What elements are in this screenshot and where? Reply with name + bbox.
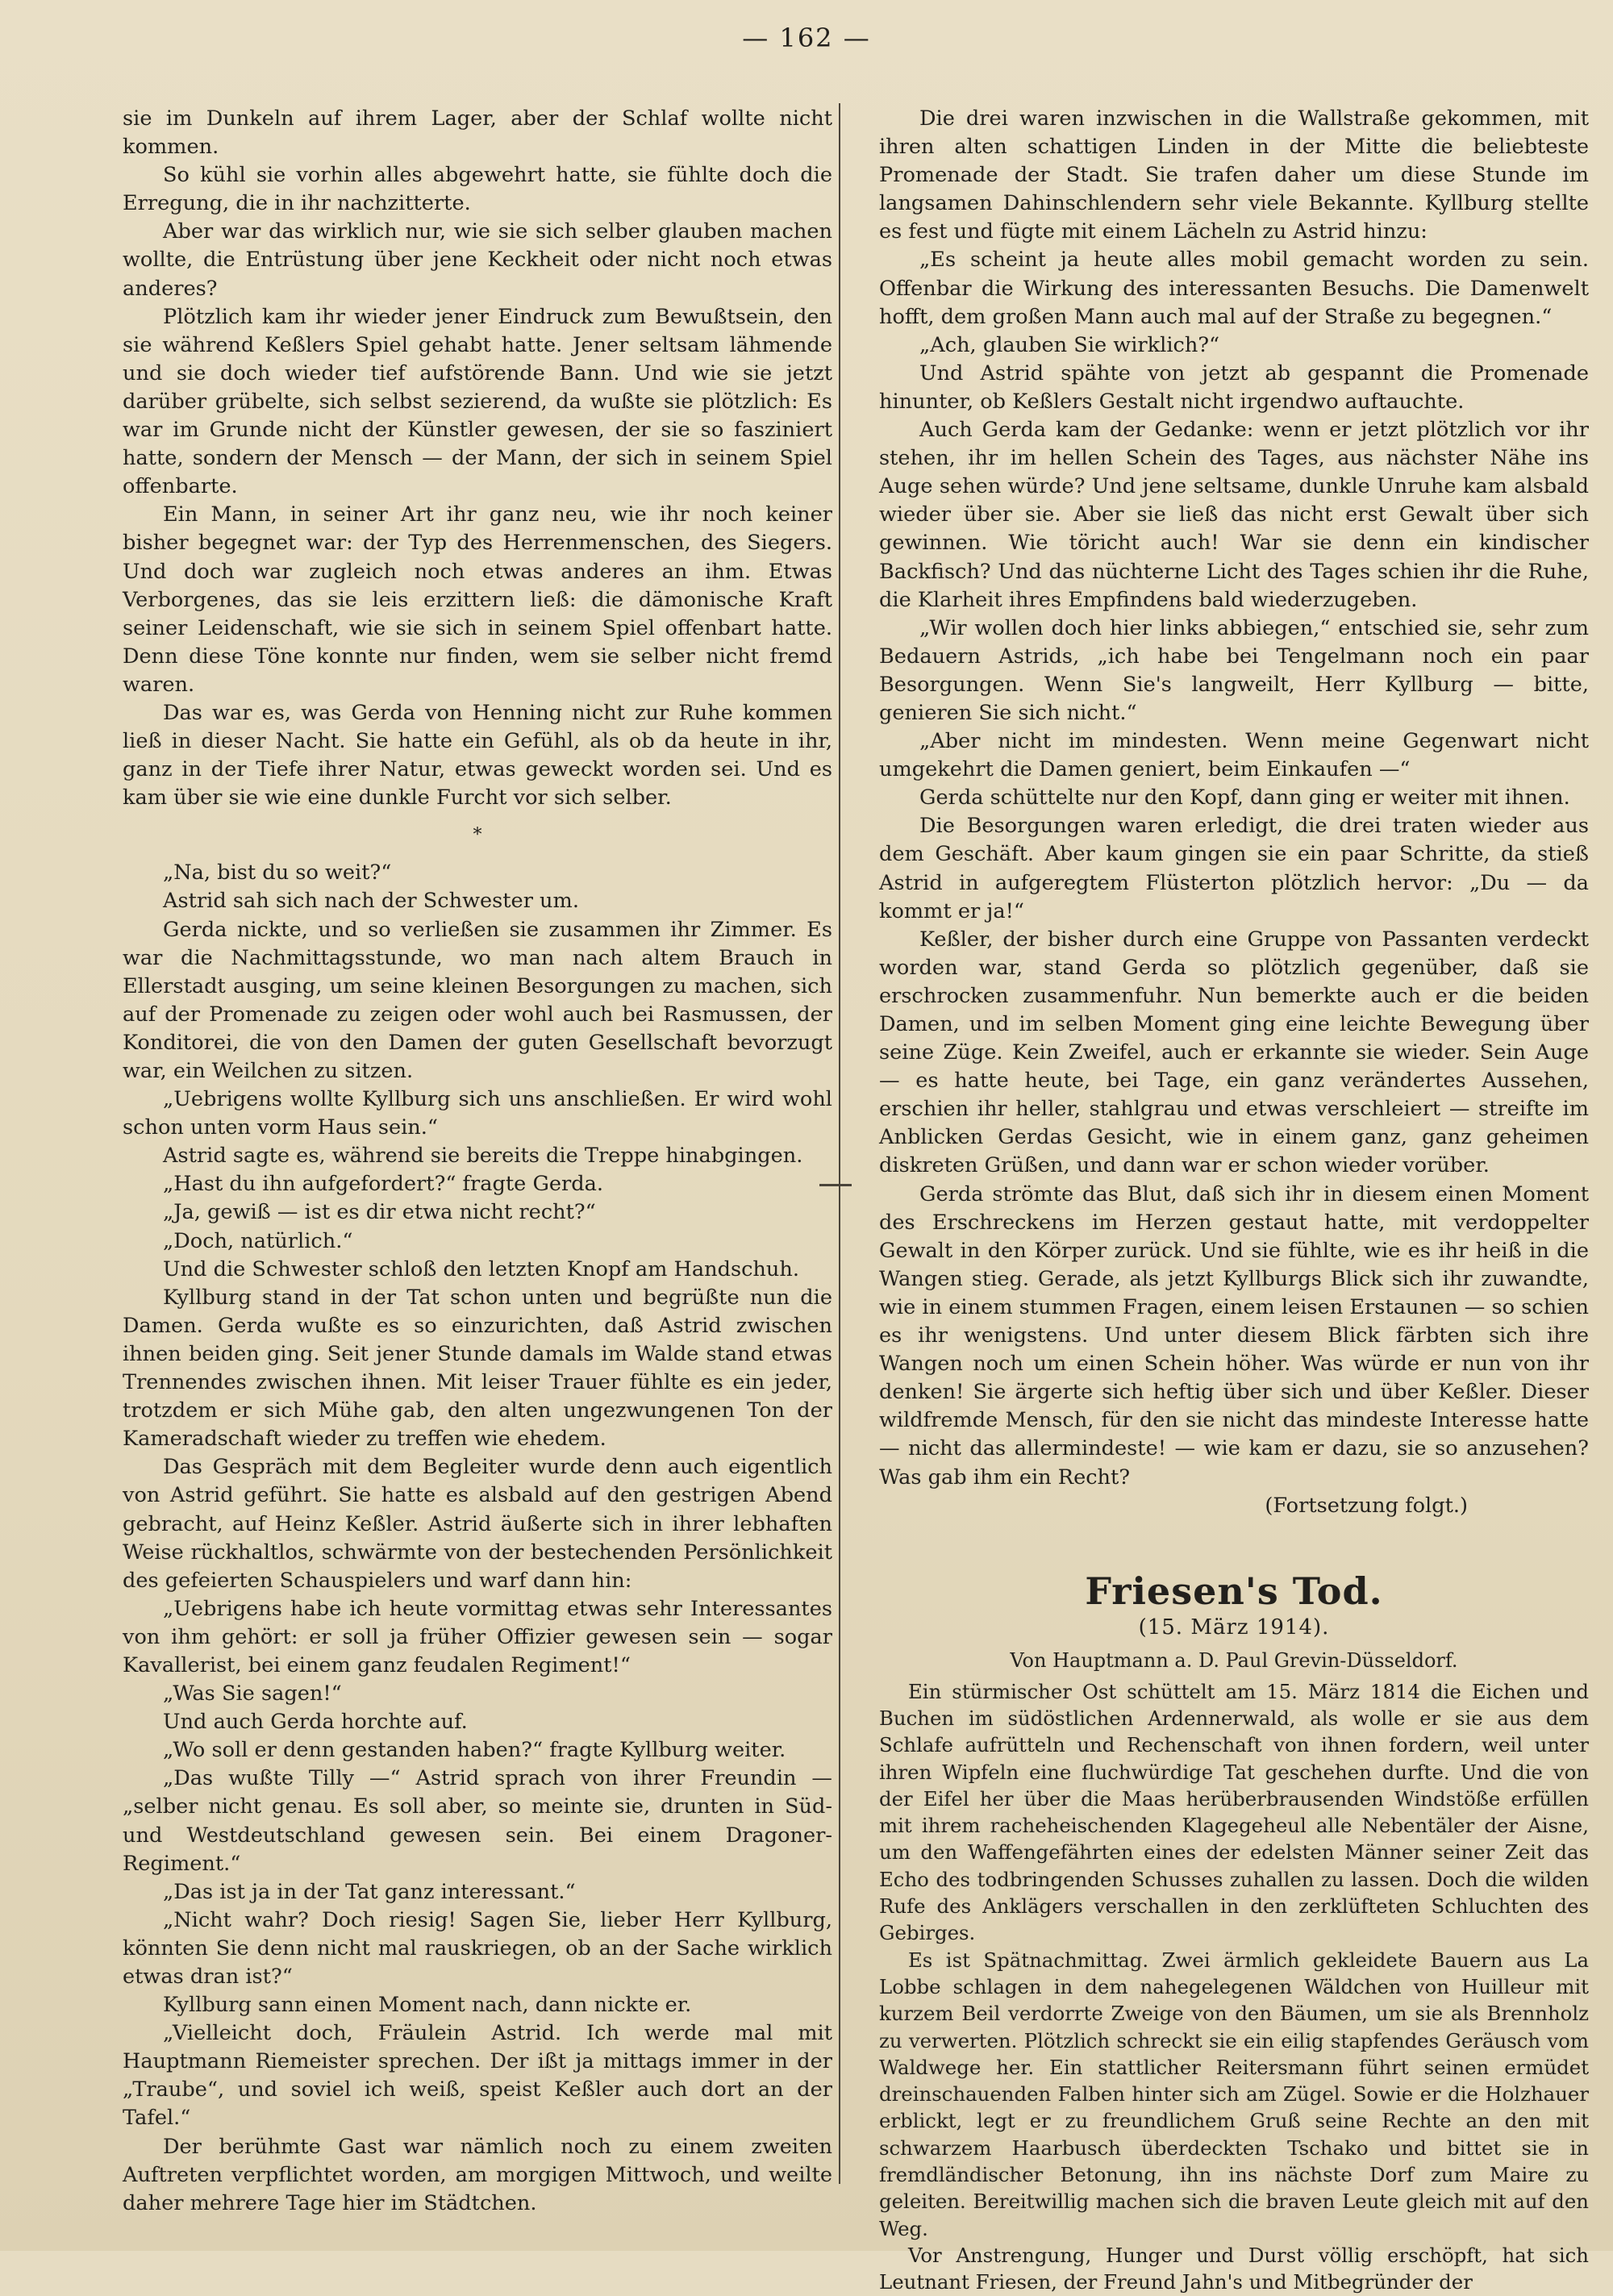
paragraph: Und die Schwester schloß den letzten Knopf am Handschuh. bbox=[163, 1256, 800, 1281]
paragraph: „Was Sie sagen!“ bbox=[163, 1681, 342, 1706]
paragraph: Gerda strömte das Blut, daß sich ihr in diesem einen Moment des Erschreckens im Herzen gestaut hatte, mit verdoppelter Gewalt in den Körper zurück. Und sie fühlte, wie es ihr heiß in die Wangen stieg. Gerade, als jetzt Kyllburgs Blick sich ihr zuwandte, wie in einem stummen Fragen, einem leisen Erstaunen — so schien es ihr wenigstens. Und unter diesem Blick färbten sich ihre Wangen noch um einen Schein höher. Was würde er nun von ihr denken! Sie ärgerte sich heftig über sich und über Keßler. Dieser wildfremde Mensch, für den sie nicht das mindeste Interesse hatte — nicht das allermindeste! — wie kam er dazu, sie so anzusehen? Was gab ihm ein Recht? bbox=[879, 1181, 1589, 1490]
article-title: Friesen's Tod. bbox=[1085, 1569, 1383, 1613]
page-number: — 162 — bbox=[742, 23, 871, 53]
paragraph: Die drei waren inzwischen in die Wallstraße gekommen, mit ihren alten schattigen Linden in der Mitte die beliebteste Promenade der Stadt. Sie trafen daher um diese Stunde im langsamen Dahinschlendern sehr viele Bekannte. Kyllburg stellte es fest und fügte mit einem Lächeln zu Astrid hinzu: bbox=[879, 106, 1589, 244]
paragraph: Ein stürmischer Ost schüttelt am 15. März 1814 die Eichen und Buchen im südöstlichen Ardennerwald, als wolle er sie aus dem Schlafe aufrütteln und Rechenschaft von ihnen fordern, weil unter ihren Wipfeln eine fluchwürdige Tat geschehen durfte. Und die von der Eifel her über die Maas herüberbrausenden Windstöße erfüllen mit ihrem racheheischenden Klagegeheul alle Nebentäler der Aisne, um den Waffengefährten eines der edelsten Männer seiner Zeit das Echo des todbringenden Schusses zuhallen zu lassen. Doch die wilden Rufe des Anklägers verschallen in den zerklüfteten Schluchten des Gebirges. bbox=[879, 1679, 1589, 1945]
paragraph: Das war es, was Gerda von Henning nicht zur Ruhe kommen ließ in dieser Nacht. Sie hatte ein Gefühl, als ob da heute in ihr, ganz in der Tiefe ihrer Natur, etwas geweckt worden sei. Und es kam über sie wie eine dunkle Furcht vor sich selber. bbox=[123, 700, 832, 810]
column-divider bbox=[839, 103, 840, 2184]
paragraph: „Vielleicht doch, Fräulein Astrid. Ich werde mal mit Hauptmann Riemeister sprechen. Der ißt ja mittags immer in der „Traube“, und soviel ich weiß, speist Keßler auch dort an der Tafel.“ bbox=[123, 2021, 832, 2131]
paragraph: Gerda nickte, und so verließen sie zusammen ihr Zimmer. Es war die Nachmittagsstunde, wo man nach altem Brauch in Ellerstadt ausging, um seine kleinen Besorgungen zu machen, sich auf der Promenade zu zeigen oder wohl auch bei Rasmussen, der Konditorei, die von den Damen der guten Gesellschaft bevorzugt war, ein Weilchen zu sitzen. bbox=[123, 917, 832, 1083]
article-byline: Von Hauptmann a. D. Paul Grevin-Düsseldorf. bbox=[1010, 1648, 1458, 1672]
article bbox=[879, 1569, 1589, 2296]
paragraph: „Aber nicht im mindesten. Wenn meine Gegenwart nicht umgekehrt die Damen geniert, beim Einkaufen —“ bbox=[879, 729, 1589, 782]
paragraph: Astrid sah sich nach der Schwester um. bbox=[163, 889, 579, 914]
continuation-note: (Fortsetzung folgt.) bbox=[1265, 1493, 1468, 1518]
paragraph: „Es scheint ja heute alles mobil gemacht worden zu sein. Offenbar die Wirkung des interessanten Besuchs. Die Damenwelt hofft, dem großen Mann auch mal auf der Straße zu begegnen.“ bbox=[879, 248, 1589, 329]
paragraph: Der berühmte Gast war nämlich noch zu einem zweiten Auftreten verpflichtet worden, am morgigen Mittwoch, und weilte daher mehrere Tage hier im Städtchen. bbox=[123, 2134, 832, 2215]
paragraph: Aber war das wirklich nur, wie sie sich selber glauben machen wollte, die Entrüstung über jene Keckheit oder nicht noch etwas anderes? bbox=[123, 219, 832, 301]
paragraph: Vor Anstrengung, Hunger und Durst völlig erschöpft, hat sich Leutnant Friesen, der Freund Jahn's und Mitbegründer der bbox=[879, 2243, 1589, 2294]
paragraph: Plötzlich kam ihr wieder jener Eindruck zum Bewußtsein, den sie während Keßlers Spiel gehabt hatte. Jener seltsam lähmende und sie doch wieder tief aufstörende Bann. Und wie sie jetzt darüber grübelte, sich selbst sezierend, da wußte sie plötzlich: Es war im Grunde nicht der Künstler gewesen, der sie so fasziniert hatte, sondern der Mensch — der Mann, der sich in seinem Spiel offenbarte. bbox=[123, 304, 832, 499]
paragraph: „Nicht wahr? Doch riesig! Sagen Sie, lieber Herr Kyllburg, könnten Sie denn nicht mal rauskriegen, ob an der Sache wirklich etwas dran ist?“ bbox=[123, 1907, 832, 1989]
paragraph: So kühl sie vorhin alles abgewehrt hatte, sie fühlte doch die Erregung, die in ihr nachzitterte. bbox=[123, 163, 832, 216]
paragraph: „Doch, natürlich.“ bbox=[163, 1228, 353, 1253]
paragraph: Kyllburg sann einen Moment nach, dann nickte er. bbox=[163, 1993, 692, 2018]
paragraph: „Wo soll er denn gestanden haben?“ fragte Kyllburg weiter. bbox=[163, 1738, 786, 1763]
paragraph: sie im Dunkeln auf ihrem Lager, aber der Schlaf wollte nicht kommen. bbox=[123, 106, 832, 160]
paragraph: „Ja, gewiß — ist es dir etwa nicht recht?“ bbox=[163, 1200, 596, 1225]
paragraph: Die Besorgungen waren erledigt, die drei traten wieder aus dem Geschäft. Aber kaum gingen sie ein paar Schritte, da stieß Astrid in aufgeregtem Flüsterton plötzlich hervor: „Du — da kommt er ja!“ bbox=[879, 814, 1589, 923]
paragraph: „Uebrigens wollte Kyllburg sich uns anschließen. Er wird wohl schon unten vorm Haus sein.“ bbox=[123, 1087, 832, 1140]
article-date: (15. März 1914). bbox=[1138, 1615, 1330, 1640]
paragraph: „Wir wollen doch hier links abbiegen,“ entschied sie, sehr zum Bedauern Astrids, „ich habe bei Tengelmann noch ein paar Besorgungen. Wenn Sie's langweilt, Herr Kyllburg — bitte, genieren Sie sich nicht.“ bbox=[879, 615, 1589, 725]
paragraph: Astrid sagte es, während sie bereits die Treppe hinabgingen. bbox=[163, 1144, 803, 1169]
paragraph: Und Astrid spähte von jetzt ab gespannt die Promenade hinunter, ob Keßlers Gestalt nicht irgendwo auftauchte. bbox=[879, 360, 1589, 414]
right-column bbox=[879, 105, 1589, 2296]
section-separator: * bbox=[473, 825, 482, 846]
paragraph: Keßler, der bisher durch eine Gruppe von Passanten verdeckt worden war, stand Gerda so plötzlich gegenüber, daß sie erschrocken zusammenfuhr. Nun bemerkte auch er die beiden Damen, und im selben Moment ging eine leichte Bewegung über seine Züge. Kein Zweifel, auch er erkannte sie wieder. Sein Auge — es hatte heute, bei Tage, ein ganz verändertes Aussehen, erschien ihr heller, stahlgrau und etwas verschleiert — streifte im Anblicken Gerdas Gesicht, wie in einem ganz, ganz geheimen diskreten Grüßen, und dann war er schon wieder vorüber. bbox=[879, 927, 1589, 1178]
left-column bbox=[123, 105, 832, 2218]
paragraph: „Na, bist du so weit?“ bbox=[163, 860, 392, 885]
paragraph: Und auch Gerda horchte auf. bbox=[163, 1710, 468, 1735]
paragraph: Ein Mann, in seiner Art ihr ganz neu, wie ihr noch keiner bisher begegnet war: der Typ des Herrenmenschen, des Siegers. Und doch war zugleich noch etwas anderes an ihm. Etwas Verborgenes, das sie leis erzittern ließ: die dämonische Kraft seiner Leidenschaft, wie sie sich in seinem Spiel offenbart hatte. Denn diese Töne konnte nur finden, wem sie selber nicht fremd waren. bbox=[123, 502, 832, 697]
article-body bbox=[879, 1678, 1589, 2296]
paragraph: Es ist Spätnachmittag. Zwei ärmlich gekleidete Bauern aus La Lobbe schlagen in dem nahegelegenen Wäldchen von Huilleur mit kurzem Beil verdorrte Zweige von den Bäumen, um sie als Brennholz zu verwerten. Plötzlich schreckt sie ein eilig stapfendes Geräusch vom Waldwege her. Ein stattlicher Reitersmann führt seinen ermüdet dreinschauenden Falben hinter sich am Zügel. Sowie er die Holzhauer erblickt, legt er zu freundlichem Gruß seine Rechte an den mit schwarzem Haarbusch überdeckten Tschako und bittet sie in fremdländischer Betonung, ihn ins nächste Dorf zum Maire zu geleiten. Bereitwillig machen sich die braven Leute gleich mit auf den Weg. bbox=[879, 1948, 1589, 2240]
paragraph: „Hast du ihn aufgefordert?“ fragte Gerda. bbox=[163, 1172, 604, 1197]
paragraph: Kyllburg stand in der Tat schon unten und begrüßte nun die Damen. Gerda wußte es so einzurichten, daß Astrid zwischen ihnen beiden ging. Seit jener Stunde damals im Walde stand etwas Trennendes zwischen ihnen. Mit leiser Trauer fühlte es ein jeder, trotzdem er sich Mühe gab, den alten ungezwungenen Ton der Kameradschaft wieder zu treffen wie ehedem. bbox=[123, 1285, 832, 1452]
paragraph: Gerda schüttelte nur den Kopf, dann ging er weiter mit ihnen. bbox=[919, 785, 1570, 810]
paragraph: „Das ist ja in der Tat ganz interessant.“ bbox=[163, 1879, 576, 1904]
paragraph: „Uebrigens habe ich heute vormittag etwas sehr Interessantes von ihm gehört: er soll ja früher Offizier gewesen sein — sogar Kavallerist, bei einem ganz feudalen Regiment!“ bbox=[123, 1596, 832, 1677]
paragraph: Auch Gerda kam der Gedanke: wenn er jetzt plötzlich vor ihr stehen, ihr im hellen Schein des Tages, aus nächster Nähe ins Auge sehen würde? Und jene seltsame, dunkle Unruhe kam alsbald wieder über sie. Aber sie ließ das nicht erst Gewalt über sich gewinnen. Wie töricht auch! War sie denn ein kindischer Backfisch? Und das nüchterne Licht des Tages schien ihr die Ruhe, die Klarheit ihres Empfindens bald wiederzugeben. bbox=[879, 418, 1589, 612]
paragraph: „Das wußte Tilly —“ Astrid sprach von ihrer Freundin — „selber nicht genau. Es soll aber, so meinte sie, drunten in Süd- und Westdeutschland gewesen sein. Bei einem Dragoner-Regiment.“ bbox=[123, 1766, 832, 1876]
paragraph: „Ach, glauben Sie wirklich?“ bbox=[919, 332, 1220, 357]
paragraph: Das Gespräch mit dem Begleiter wurde denn auch eigentlich von Astrid geführt. Sie hatte es alsbald auf den gestrigen Abend gebracht, auf Heinz Keßler. Astrid äußerte sich in ihrer lebhaften Weise rückhaltlos, schwärmte von der bestechenden Persönlichkeit des gefeierten Schauspielers und warf dann hin: bbox=[123, 1455, 832, 1593]
